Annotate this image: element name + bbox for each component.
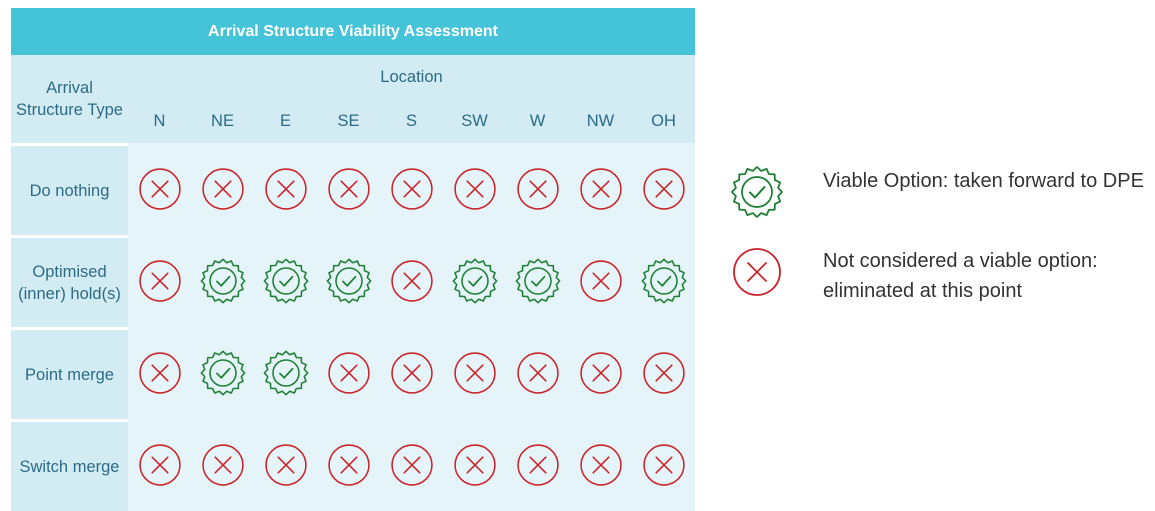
row-label: Switch merge xyxy=(11,419,128,511)
cell-se xyxy=(317,143,380,235)
cell-ne xyxy=(191,235,254,327)
cell-s xyxy=(380,327,443,419)
not-viable-x-icon xyxy=(134,163,186,215)
not-viable-x-icon xyxy=(575,439,627,491)
not-viable-x-icon xyxy=(134,255,186,307)
viable-check-icon xyxy=(197,347,249,399)
row-label: Do nothing xyxy=(11,143,128,235)
cell-oh xyxy=(632,327,695,419)
legend-viable xyxy=(727,162,1144,222)
cell-sw xyxy=(443,327,506,419)
cell-ne xyxy=(191,143,254,235)
not-viable-x-icon xyxy=(323,347,375,399)
arrival-structure-type-header: Arrival Structure Type xyxy=(11,55,128,143)
cell-s xyxy=(380,235,443,327)
cell-n xyxy=(128,419,191,511)
column-header-n: N xyxy=(128,99,191,143)
cell-oh xyxy=(632,235,695,327)
not-viable-x-icon xyxy=(260,439,312,491)
viability-table xyxy=(11,8,695,511)
cell-sw xyxy=(443,235,506,327)
cell-nw xyxy=(569,143,632,235)
cell-w xyxy=(506,235,569,327)
viable-check-icon xyxy=(638,255,690,307)
cell-sw xyxy=(443,419,506,511)
cell-w xyxy=(506,143,569,235)
cell-oh xyxy=(632,143,695,235)
viable-check-icon xyxy=(727,162,787,222)
cell-nw xyxy=(569,327,632,419)
not-viable-x-icon xyxy=(323,439,375,491)
table-body xyxy=(11,143,695,511)
cell-e xyxy=(254,143,317,235)
column-header-w: W xyxy=(506,99,569,143)
row-label: Optimised (inner) hold(s) xyxy=(11,235,128,327)
not-viable-x-icon xyxy=(260,163,312,215)
viable-check-icon xyxy=(260,347,312,399)
not-viable-x-icon xyxy=(575,255,627,307)
not-viable-x-icon xyxy=(638,163,690,215)
cell-ne xyxy=(191,327,254,419)
cell-n xyxy=(128,235,191,327)
cell-se xyxy=(317,235,380,327)
not-viable-x-icon xyxy=(197,439,249,491)
not-viable-x-icon xyxy=(197,163,249,215)
not-viable-x-icon xyxy=(386,163,438,215)
legend-viable-label: Viable Option: taken forward to DPE xyxy=(823,170,1144,192)
cell-s xyxy=(380,419,443,511)
not-viable-x-icon xyxy=(638,347,690,399)
not-viable-x-icon xyxy=(512,347,564,399)
cell-oh xyxy=(632,419,695,511)
cell-se xyxy=(317,327,380,419)
not-viable-x-icon xyxy=(386,439,438,491)
legend-not-viable xyxy=(727,242,1098,302)
cell-n xyxy=(128,143,191,235)
cell-n xyxy=(128,327,191,419)
column-header-s: S xyxy=(380,99,443,143)
not-viable-x-icon xyxy=(512,439,564,491)
not-viable-x-icon xyxy=(386,347,438,399)
viable-check-icon xyxy=(323,255,375,307)
cell-w xyxy=(506,419,569,511)
not-viable-x-icon xyxy=(134,347,186,399)
cell-e xyxy=(254,327,317,419)
cell-se xyxy=(317,419,380,511)
row-label: Point merge xyxy=(11,327,128,419)
cell-ne xyxy=(191,419,254,511)
not-viable-x-icon xyxy=(575,163,627,215)
cell-nw xyxy=(569,235,632,327)
cell-s xyxy=(380,143,443,235)
location-header: Location xyxy=(128,55,695,99)
table-row xyxy=(11,419,695,511)
viable-check-icon xyxy=(512,255,564,307)
table-title: Arrival Structure Viability Assessment xyxy=(11,8,695,55)
cell-e xyxy=(254,235,317,327)
cell-e xyxy=(254,419,317,511)
table-row xyxy=(11,327,695,419)
viable-check-icon xyxy=(260,255,312,307)
not-viable-x-icon xyxy=(512,163,564,215)
not-viable-x-icon xyxy=(449,439,501,491)
cell-sw xyxy=(443,143,506,235)
table-row xyxy=(11,235,695,327)
viable-check-icon xyxy=(449,255,501,307)
not-viable-x-icon xyxy=(449,163,501,215)
legend-not-viable-label: Not considered a viable option: eliminated at this point xyxy=(823,250,1098,302)
column-header-nw: NW xyxy=(569,99,632,143)
column-header-oh: OH xyxy=(632,99,695,143)
not-viable-x-icon xyxy=(449,347,501,399)
column-header-ne: NE xyxy=(191,99,254,143)
cell-nw xyxy=(569,419,632,511)
not-viable-x-icon xyxy=(575,347,627,399)
cell-w xyxy=(506,327,569,419)
table-row xyxy=(11,143,695,235)
not-viable-x-icon xyxy=(638,439,690,491)
not-viable-x-icon xyxy=(727,242,787,302)
column-header-se: SE xyxy=(317,99,380,143)
column-header-e: E xyxy=(254,99,317,143)
not-viable-x-icon xyxy=(386,255,438,307)
column-header-sw: SW xyxy=(443,99,506,143)
not-viable-x-icon xyxy=(323,163,375,215)
viable-check-icon xyxy=(197,255,249,307)
not-viable-x-icon xyxy=(134,439,186,491)
